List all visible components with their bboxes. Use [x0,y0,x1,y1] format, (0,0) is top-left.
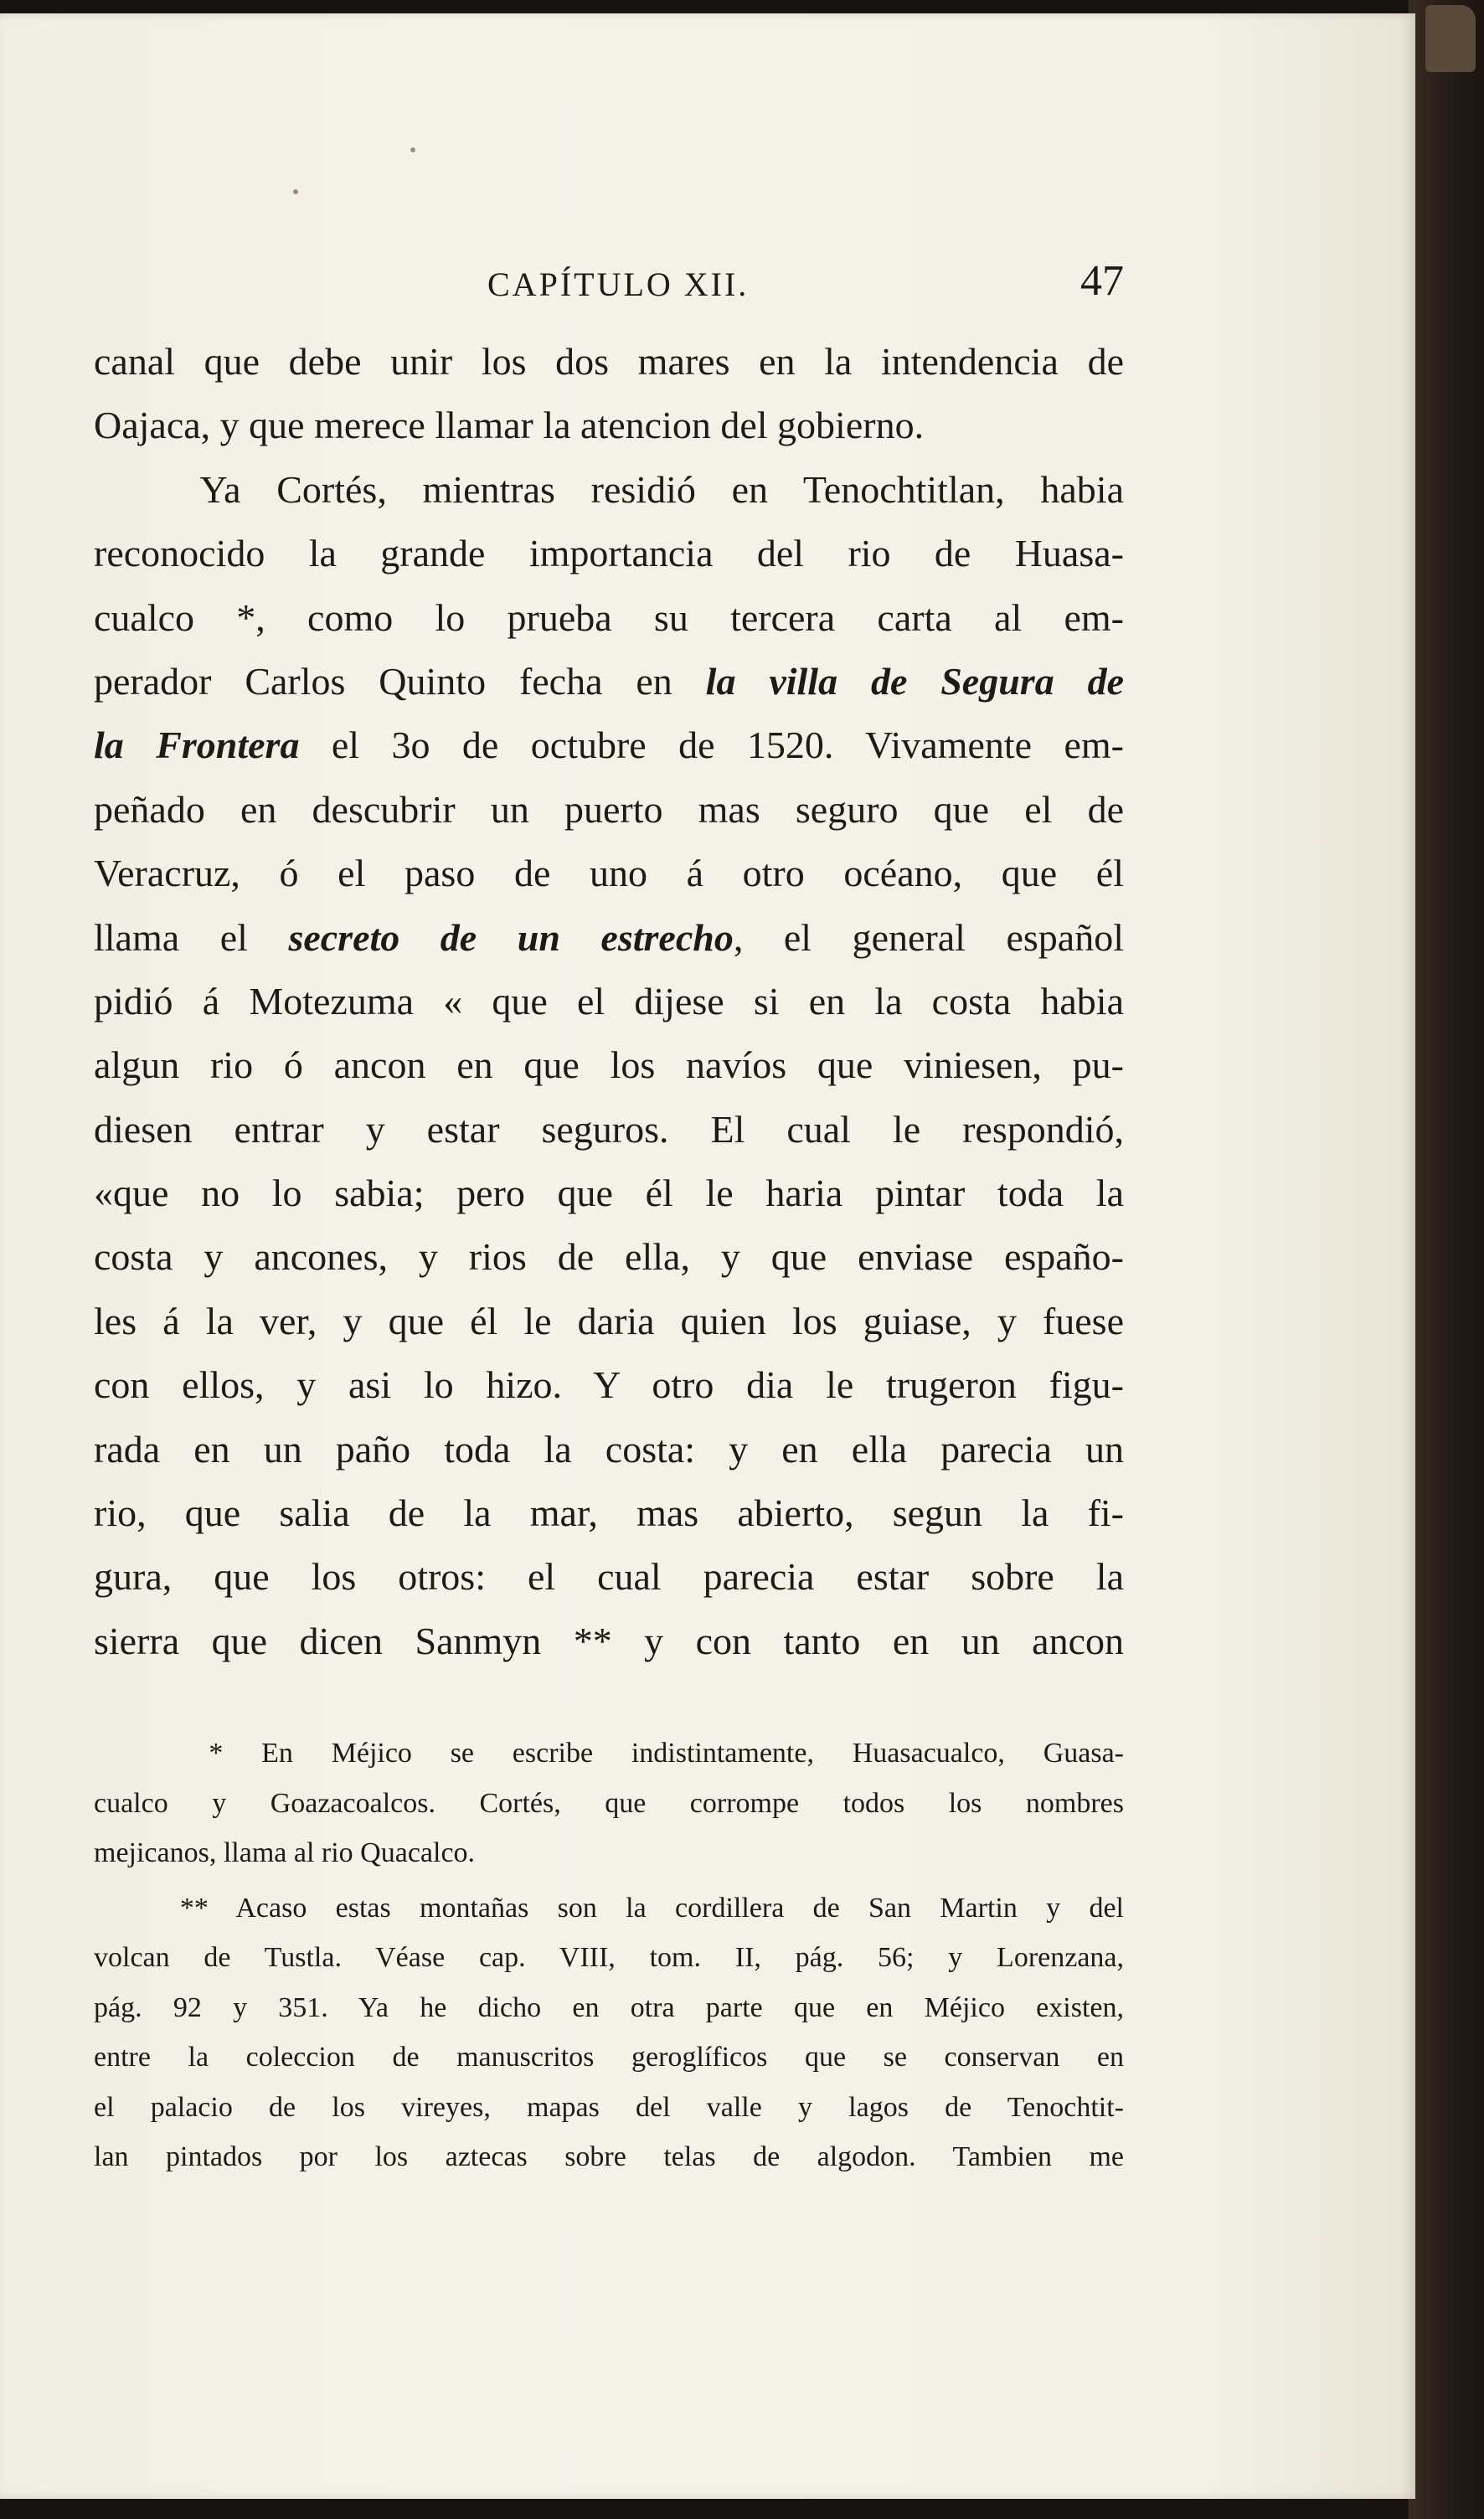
body-line: peñado en descubrir un puerto mas seguro que el de [94,787,1124,831]
footnote-line: * En Méjico se escribe indistintamente, Huasacualco, Guasa- [94,1738,1124,1769]
body-text [94,330,1124,1673]
footnote-line: pág. 92 y 351. Ya he dicho en otra parte que en Méjico existen, [94,1991,1124,2023]
body-line: Ya Cortés, mientras residió en Tenochtitlan, habia [94,467,1124,511]
page [0,13,1415,2499]
body-line: perador Carlos Quinto fecha en la villa de Segura de [94,659,1124,703]
body-line: sierra que dicen Sanmyn ** y con tanto en un ancon [94,1619,1124,1662]
footnotes [94,1728,1124,2182]
body-line: gura, que los otros: el cual parecia estar sobre la [94,1555,1124,1599]
italic-phrase: secreto de un estrecho [288,915,734,959]
footnote-line: mejicanos, llama al rio Quacalco. [94,1837,476,1868]
book-cover-corner [1425,5,1476,72]
footnote-line: ** Acaso estas montañas son la cordillera de San Martin y del [94,1892,1124,1924]
footnote-line: el palacio de los vireyes, mapas del valle y lagos de Tenochtit- [94,2091,1124,2123]
italic-phrase: la Frontera [94,724,300,767]
footnote-line: lan pintados por los aztecas sobre telas de algodon. Tambien me [94,2141,1124,2172]
footnote-line: entre la coleccion de manuscritos geroglíficos que se conservan en [94,2042,1124,2073]
italic-phrase: la villa de Segura de [705,659,1124,703]
body-line: llama el secreto de un estrecho, el general español [94,915,1124,959]
page-header [94,256,1124,315]
paper-speck [293,189,298,194]
paper-speck [410,147,415,152]
running-title: CAPÍTULO XII. [487,265,750,303]
body-line: algun rio ó ancon en que los navíos que viniesen, pu- [94,1043,1124,1087]
body-line: diesen entrar y estar seguros. El cual le respondió, [94,1107,1124,1151]
body-line: la Frontera el 3o de octubre de 1520. Vivamente em- [94,724,1124,767]
body-line: «que no lo sabia; pero que él le haria pintar toda la [94,1172,1124,1215]
body-line: pidió á Motezuma « que el dijese si en la costa habia [94,979,1124,1023]
body-line: canal que debe unir los dos mares en la intendencia de [94,340,1124,383]
body-line: cualco *, como lo prueba su tercera carta al em- [94,595,1124,639]
body-line: les á la ver, y que él le daria quien los guiase, y fuese [94,1299,1124,1342]
body-line: Oajaca, y que merece llamar la atencion del gobierno. [94,404,925,447]
body-line: reconocido la grande importancia del rio de Huasa- [94,532,1124,575]
body-line: costa y ancones, y rios de ella, y que enviase españo- [94,1235,1124,1279]
body-line: rio, que salia de la mar, mas abierto, segun la fi- [94,1491,1124,1535]
footnote-line: volcan de Tustla. Véase cap. VIII, tom. II, pág. 56; y Lorenzana, [94,1942,1124,1973]
footnote-line: cualco y Goazacoalcos. Cortés, que corrompe todos los nombres [94,1787,1124,1819]
body-line: Veracruz, ó el paso de uno á otro océano, que él [94,852,1124,895]
body-line: rada en un paño toda la costa: y en ella parecia un [94,1427,1124,1471]
book-spine [1409,0,1484,2519]
page-number: 47 [1080,257,1124,305]
body-line: con ellos, y asi lo hizo. Y otro dia le trugeron figu- [94,1363,1124,1407]
